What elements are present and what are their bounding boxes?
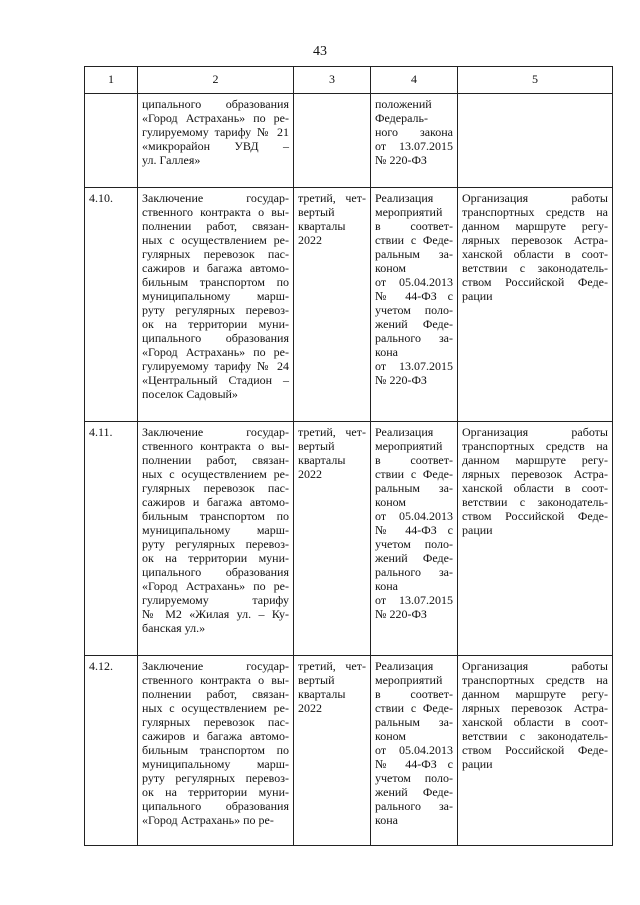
cell-line: от 13.07.2015 <box>375 139 453 153</box>
cell-line: коном <box>375 261 407 275</box>
cell-line: рации <box>462 757 493 771</box>
cell-line: гулируемому тарифу № 24 <box>142 359 289 373</box>
cell-line: Заключение государ- <box>142 425 289 439</box>
table-body <box>85 94 613 846</box>
cell-line: лярных перевозок Астра- <box>462 233 608 247</box>
cell-line: гулируемому тарифу № 21 <box>142 125 289 139</box>
cell-line: ханской области в соот- <box>462 247 608 261</box>
cell-line: ветствии с законодатель- <box>462 261 608 275</box>
cell-line: ок на территории муни- <box>142 551 289 565</box>
cell-line: гулярных перевозок пас- <box>142 715 289 729</box>
cell-line: учетом поло- <box>375 537 453 551</box>
cell-line: Федераль- <box>375 111 428 125</box>
cell-col3 <box>294 188 371 422</box>
cell-line: банская ул.» <box>142 621 206 635</box>
cell-line: данном маршруте регу- <box>462 687 608 701</box>
cell-line: ного закона <box>375 125 453 139</box>
column-header: 5 <box>458 67 613 94</box>
cell-line: ханской области в соот- <box>462 715 608 729</box>
cell-line: в соответ- <box>375 219 453 233</box>
cell-line: сажиров и багажа автомо- <box>142 495 289 509</box>
cell-col4 <box>371 656 458 846</box>
cell-line: поселок Садовый» <box>142 387 238 401</box>
cell-line: рации <box>462 523 493 537</box>
row-number: 4.11. <box>85 422 138 656</box>
cell-line: Реализация <box>375 191 434 205</box>
cell-line: ных с осуществлением ре- <box>142 233 289 247</box>
cell-line: «Центральный Стадион – <box>142 373 289 387</box>
cell-line: ных с осуществлением ре- <box>142 701 289 715</box>
table-header-row <box>85 67 613 94</box>
cell-line: ственного контракта о вы- <box>142 439 289 453</box>
cell-line: мероприятий <box>375 205 443 219</box>
cell-line: Реализация <box>375 659 434 673</box>
table-row <box>85 656 613 846</box>
cell-line: учетом поло- <box>375 771 453 785</box>
cell-line: транспортных средств на <box>462 205 608 219</box>
cell-line: данном маршруте регу- <box>462 453 608 467</box>
cell-line: третий, чет- <box>298 191 366 205</box>
cell-line: Заключение государ- <box>142 659 289 673</box>
cell-col5 <box>458 656 613 846</box>
cell-col4 <box>371 94 458 188</box>
cell-line: полнении работ, связан- <box>142 687 289 701</box>
cell-line: ствии с Феде- <box>375 701 453 715</box>
cell-line: вертый <box>298 673 335 687</box>
table-row <box>85 94 613 188</box>
cell-line: руту регулярных перевоз- <box>142 537 289 551</box>
cell-line: ных с осуществлением ре- <box>142 467 289 481</box>
cell-line: № 44-ФЗ с <box>375 757 453 771</box>
cell-line: полнении работ, связан- <box>142 219 289 233</box>
cell-line: 2022 <box>298 701 322 715</box>
cell-line: ок на территории муни- <box>142 785 289 799</box>
cell-line: рального за- <box>375 799 453 813</box>
cell-line: 2022 <box>298 467 322 481</box>
cell-line: от 05.04.2013 <box>375 743 453 757</box>
cell-line: ветствии с законодатель- <box>462 729 608 743</box>
cell-line: муниципальному марш- <box>142 757 289 771</box>
cell-line: рации <box>462 289 493 303</box>
cell-line: вертый <box>298 439 335 453</box>
cell-line: ствии с Феде- <box>375 233 453 247</box>
cell-line: в соответ- <box>375 687 453 701</box>
cell-line: жений Феде- <box>375 785 453 799</box>
cell-line: ветствии с законодатель- <box>462 495 608 509</box>
cell-col5 <box>458 422 613 656</box>
cell-line: ципального образования <box>142 799 289 813</box>
cell-line: кона <box>375 579 398 593</box>
cell-line: № 44-ФЗ с <box>375 289 453 303</box>
cell-col3 <box>294 422 371 656</box>
cell-col2 <box>138 188 294 422</box>
cell-line: от 13.07.2015 <box>375 593 453 607</box>
cell-line: кварталы <box>298 453 346 467</box>
cell-line: жений Феде- <box>375 551 453 565</box>
cell-line: учетом поло- <box>375 303 453 317</box>
cell-line: транспортных средств на <box>462 673 608 687</box>
cell-line: кона <box>375 345 398 359</box>
cell-line: ством Российской Феде- <box>462 275 608 289</box>
cell-line: от 13.07.2015 <box>375 359 453 373</box>
cell-line: ственного контракта о вы- <box>142 673 289 687</box>
cell-line: № 220-ФЗ <box>375 373 427 387</box>
column-header: 2 <box>138 67 294 94</box>
cell-line: ствии с Феде- <box>375 467 453 481</box>
cell-col4 <box>371 422 458 656</box>
cell-line: данном маршруте регу- <box>462 219 608 233</box>
cell-line: бильным транспортом по <box>142 275 289 289</box>
cell-line: бильным транспортом по <box>142 743 289 757</box>
cell-line: № М2 «Жилая ул. – Ку- <box>142 607 289 621</box>
cell-line: ципального образования <box>142 97 289 111</box>
cell-line: кварталы <box>298 219 346 233</box>
cell-line: «Город Астрахань» по ре- <box>142 579 289 593</box>
cell-line: Заключение государ- <box>142 191 289 205</box>
cell-line: ципального образования <box>142 565 289 579</box>
row-number: 4.10. <box>85 188 138 422</box>
cell-line: рального за- <box>375 331 453 345</box>
cell-line: Организация работы <box>462 659 608 673</box>
cell-line: гулярных перевозок пас- <box>142 481 289 495</box>
cell-col3 <box>294 656 371 846</box>
cell-line: Реализация <box>375 425 434 439</box>
cell-line: № 44-ФЗ с <box>375 523 453 537</box>
cell-line: лярных перевозок Астра- <box>462 467 608 481</box>
cell-line: «микрорайон УВД – <box>142 139 289 153</box>
cell-line: лярных перевозок Астра- <box>462 701 608 715</box>
cell-col5 <box>458 188 613 422</box>
cell-line: 2022 <box>298 233 322 247</box>
cell-line: в соответ- <box>375 453 453 467</box>
table-row <box>85 188 613 422</box>
cell-line: вертый <box>298 205 335 219</box>
table-row <box>85 422 613 656</box>
cell-line: ханской области в соот- <box>462 481 608 495</box>
cell-line: «Город Астрахань» по ре- <box>142 813 274 827</box>
cell-line: ул. Галлея» <box>142 153 201 167</box>
cell-line: сажиров и багажа автомо- <box>142 729 289 743</box>
cell-col5 <box>458 94 613 188</box>
plan-table <box>84 66 613 846</box>
cell-line: ральным за- <box>375 481 453 495</box>
cell-line: «Город Астрахань» по ре- <box>142 111 289 125</box>
cell-line: Организация работы <box>462 425 608 439</box>
cell-line: Организация работы <box>462 191 608 205</box>
cell-line: от 05.04.2013 <box>375 509 453 523</box>
cell-line: ципального образования <box>142 331 289 345</box>
cell-col3 <box>294 94 371 188</box>
cell-col2 <box>138 94 294 188</box>
cell-line: ством Российской Феде- <box>462 743 608 757</box>
cell-line: рального за- <box>375 565 453 579</box>
column-header: 3 <box>294 67 371 94</box>
cell-line: коном <box>375 495 407 509</box>
column-header: 4 <box>371 67 458 94</box>
cell-line: положений <box>375 97 432 111</box>
cell-line: «Город Астрахань» по ре- <box>142 345 289 359</box>
row-number <box>85 94 138 188</box>
cell-line: мероприятий <box>375 439 443 453</box>
cell-line: руту регулярных перевоз- <box>142 303 289 317</box>
cell-line: транспортных средств на <box>462 439 608 453</box>
cell-col2 <box>138 656 294 846</box>
cell-line: ственного контракта о вы- <box>142 205 289 219</box>
cell-line: бильным транспортом по <box>142 509 289 523</box>
cell-line: гулярных перевозок пас- <box>142 247 289 261</box>
cell-line: мероприятий <box>375 673 443 687</box>
cell-line: № 220-ФЗ <box>375 607 427 621</box>
cell-line: сажиров и багажа автомо- <box>142 261 289 275</box>
cell-line: ральным за- <box>375 715 453 729</box>
cell-line: кона <box>375 813 398 827</box>
cell-line: третий, чет- <box>298 425 366 439</box>
cell-line: гулируемому тарифу <box>142 593 289 607</box>
cell-line: жений Феде- <box>375 317 453 331</box>
cell-col2 <box>138 422 294 656</box>
cell-line: ок на территории муни- <box>142 317 289 331</box>
cell-line: кварталы <box>298 687 346 701</box>
cell-line: ством Российской Феде- <box>462 509 608 523</box>
row-number: 4.12. <box>85 656 138 846</box>
page-number: 43 <box>313 44 327 59</box>
cell-line: № 220-ФЗ <box>375 153 427 167</box>
cell-line: ральным за- <box>375 247 453 261</box>
column-header: 1 <box>85 67 138 94</box>
cell-col4 <box>371 188 458 422</box>
cell-line: полнении работ, связан- <box>142 453 289 467</box>
cell-line: муниципальному марш- <box>142 289 289 303</box>
cell-line: коном <box>375 729 407 743</box>
cell-line: от 05.04.2013 <box>375 275 453 289</box>
cell-line: муниципальному марш- <box>142 523 289 537</box>
cell-line: третий, чет- <box>298 659 366 673</box>
cell-line: руту регулярных перевоз- <box>142 771 289 785</box>
